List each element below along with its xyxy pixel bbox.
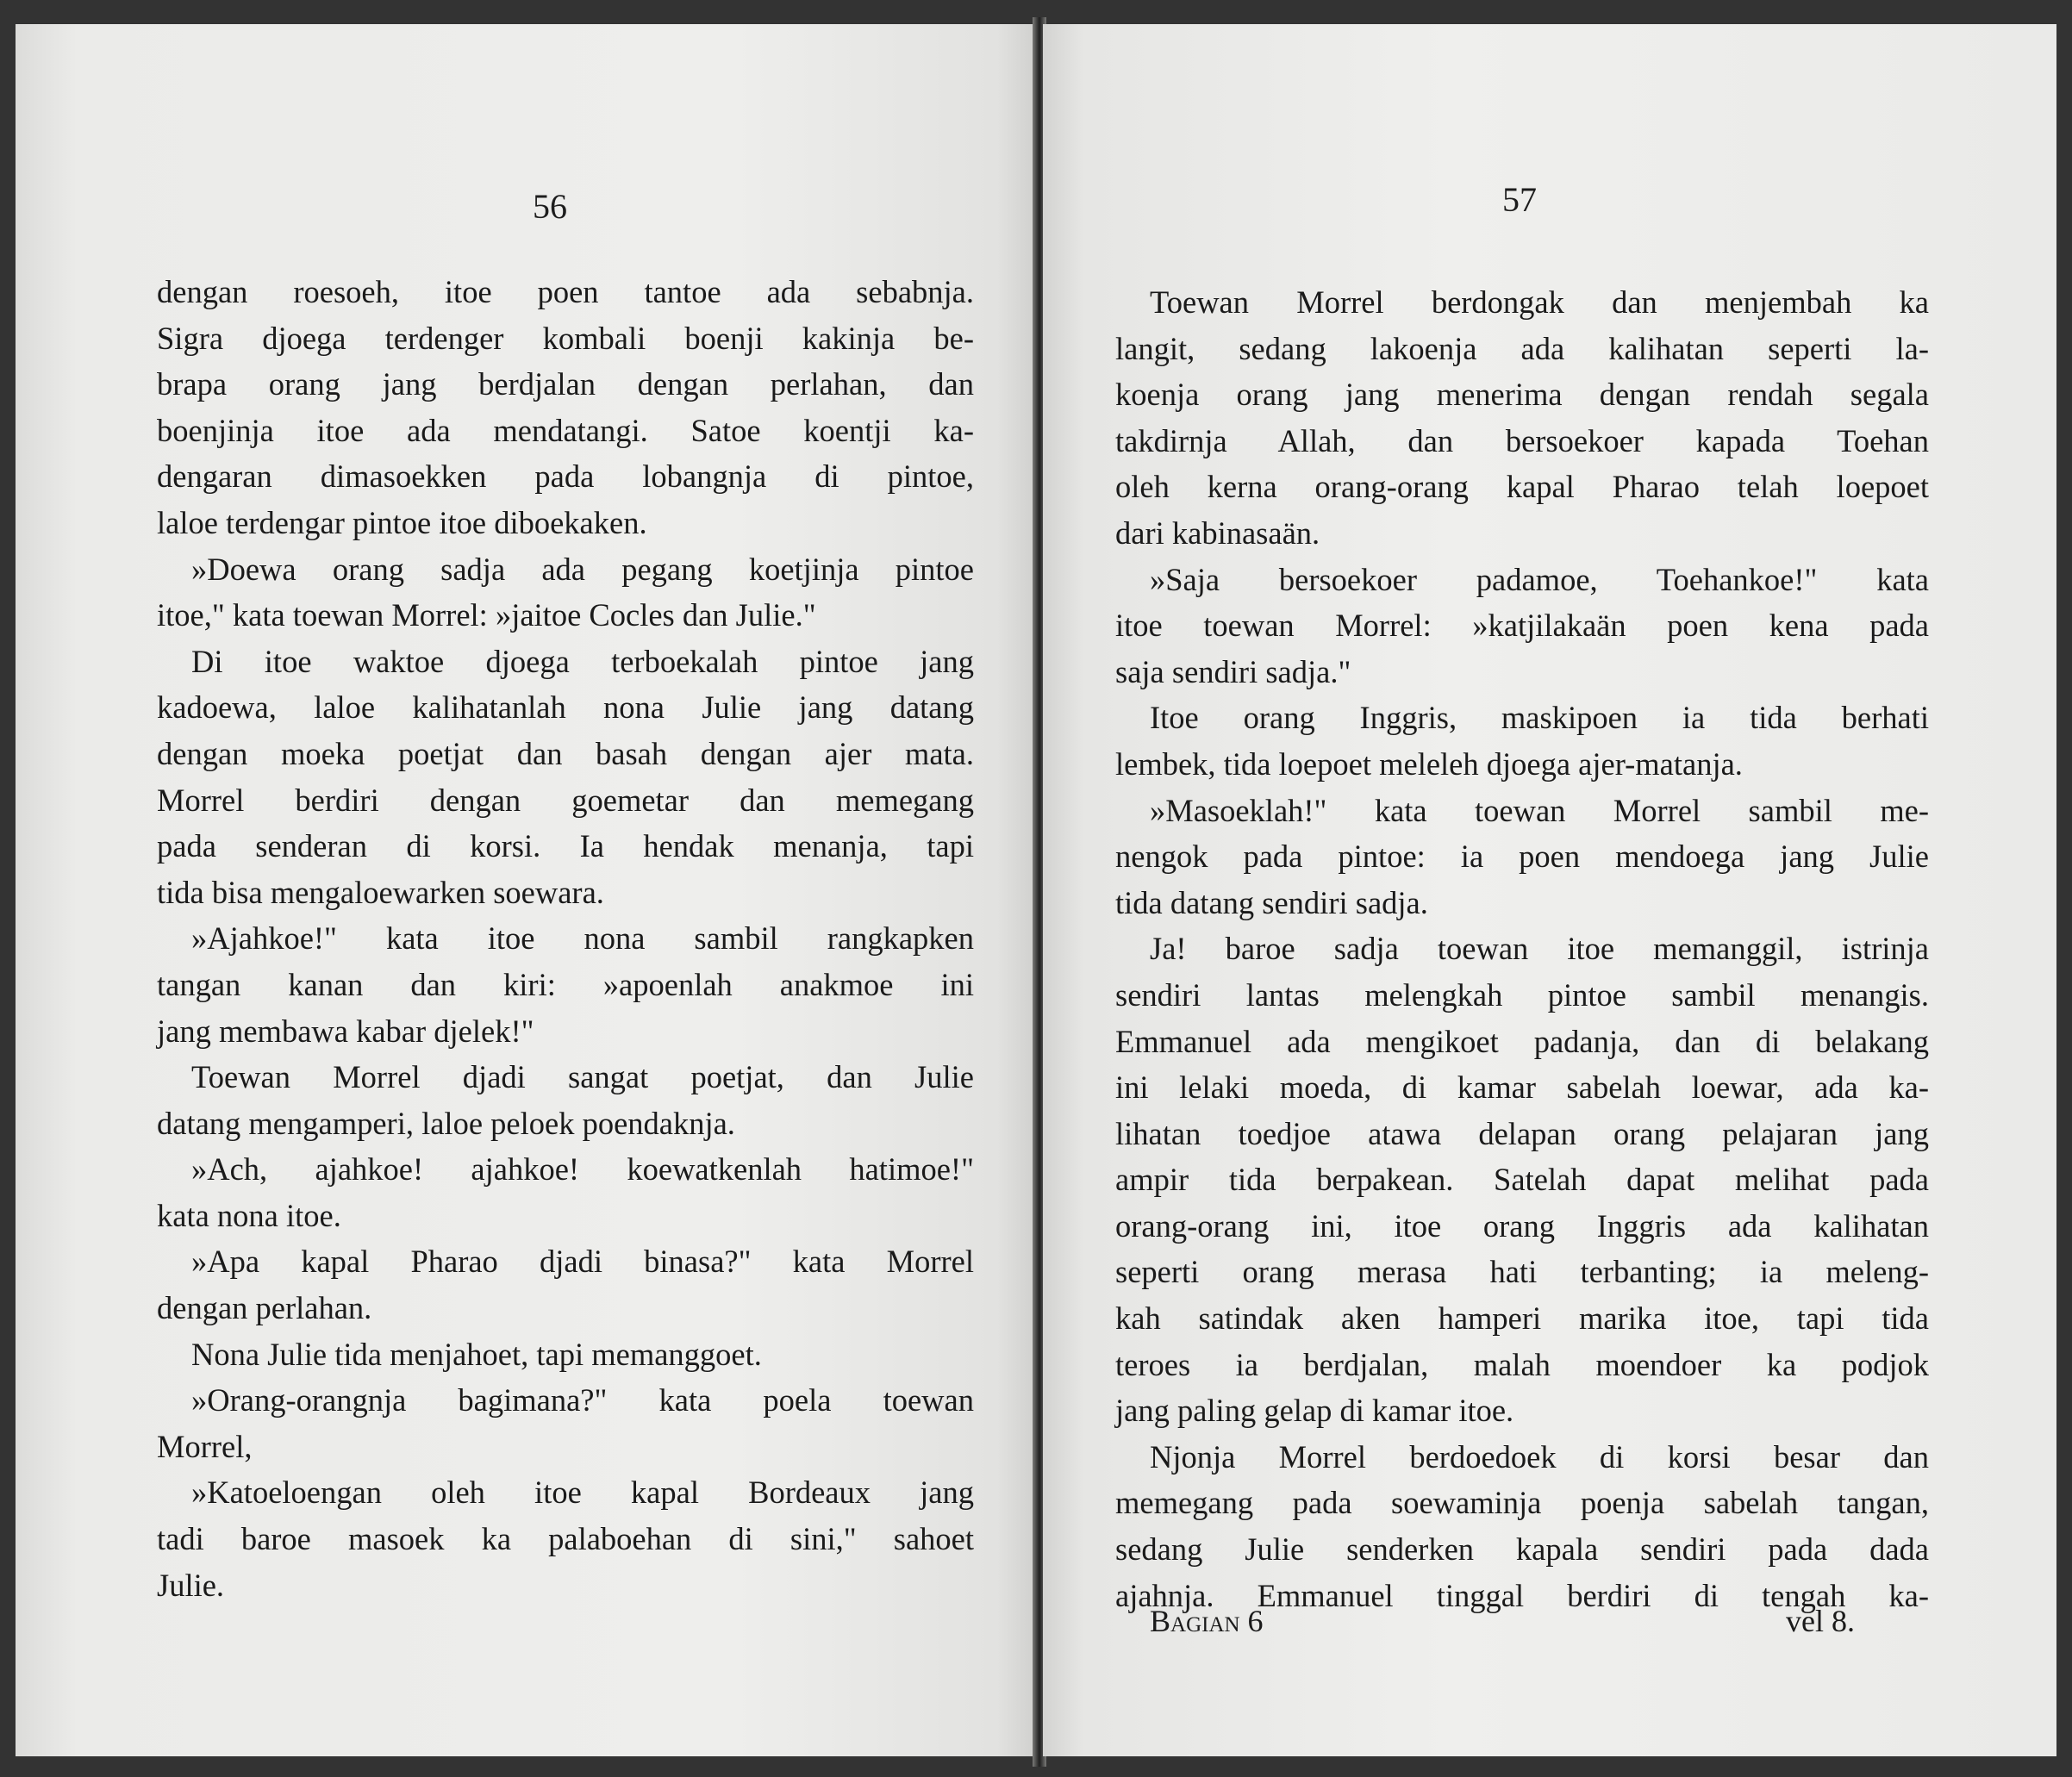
text-line: Emmanuel ada mengikoet padanja, dan di belakang	[1115, 1023, 1929, 1059]
text-line: lihatan toedjoe atawa delapan orang pelajaran jang	[1115, 1115, 1929, 1151]
text-line: brapa orang jang berdjalan dengan perlahan, dan	[157, 366, 974, 402]
text-line: dengan roesoeh, itoe poen tantoe ada sebabnja.	[157, 274, 974, 309]
text-line: kata nona itoe.	[157, 1197, 341, 1233]
text-line: tida bisa mengaloewarken soewara.	[157, 874, 604, 910]
left-page-text	[157, 269, 974, 1608]
text-line: teroes ia berdjalan, malah moendoer ka podjok	[1115, 1346, 1929, 1382]
text-line: langit, sedang lakoenja ada kalihatan seperti la-	[1115, 330, 1929, 366]
text-line: dari kabinasaän.	[1115, 514, 1320, 551]
text-line: Julie.	[157, 1567, 225, 1603]
text-line: takdirnja Allah, dan bersoekoer kapada Toehan	[1115, 422, 1929, 458]
text-line: memegang pada soewaminja poenja sabelah tangan,	[1115, 1485, 1929, 1521]
text-line: »Masoeklah!" kata toewan Morrel sambil me-	[1150, 792, 1929, 828]
text-line: ampir tida berpakean. Satelah dapat melihat pada	[1115, 1162, 1929, 1198]
text-line: Ja! baroe sadja toewan itoe memanggil, istrinja	[1150, 931, 1929, 967]
text-line: »Doewa orang sadja ada pegang koetjinja pintoe	[191, 551, 974, 587]
text-line: kah satindak aken hamperi marika itoe, tapi tida	[1115, 1300, 1929, 1337]
text-line: »Katoeloengan oleh itoe kapal Bordeaux jang	[191, 1475, 974, 1511]
right-page	[1043, 24, 2056, 1756]
text-line: Itoe orang Inggris, maskipoen ia tida berhati	[1150, 700, 1929, 736]
footer-volume: vel 8.	[1786, 1604, 1855, 1638]
text-line: sedang Julie senderken kapala sendiri pada dada	[1115, 1531, 1929, 1568]
text-line: »Ach, ajahkoe! ajahkoe! koewatkenlah hatimoe!"	[191, 1151, 974, 1188]
text-line: Morrel berdiri dengan goemetar dan memegang	[157, 782, 974, 818]
text-line: lembek, tida loepoet meleleh djoega ajer-matanja.	[1115, 745, 1743, 782]
text-line: boenjinja itoe ada mendatangi. Satoe koentji ka-	[157, 412, 974, 448]
text-line: laloe terdengar pintoe itoe diboekaken.	[157, 504, 647, 540]
text-line: jang membawa kabar djelek!"	[157, 1013, 534, 1049]
text-line: tida datang sendiri sadja.	[1115, 884, 1428, 920]
text-line: sendiri lantas melengkah pintoe sambil menangis.	[1115, 976, 1929, 1013]
right-page-number: 57	[1502, 180, 1537, 219]
text-line: ajahnja. Emmanuel tinggal berdiri di tengah ka-	[1115, 1577, 1929, 1613]
text-line: Di itoe waktoe djoega terboekalah pintoe jang	[191, 643, 974, 679]
text-line: »Apa kapal Pharao djadi binasa?" kata Morrel	[191, 1244, 974, 1280]
text-line: koenja orang jang menerima dengan rendah segala	[1115, 377, 1929, 413]
left-page-number: 56	[533, 187, 567, 226]
text-line: Nona Julie tida menjahoet, tapi memanggoet.	[191, 1336, 762, 1372]
text-line: dengan moeka poetjat dan basah dengan ajer mata.	[157, 735, 974, 771]
text-line: jang paling gelap di kamar itoe.	[1115, 1393, 1514, 1429]
text-line: »Saja bersoekoer padamoe, Toehankoe!" kata	[1150, 561, 1929, 597]
right-page-text	[1115, 279, 1929, 1618]
text-line: saja sendiri sadja."	[1115, 653, 1351, 689]
left-page	[16, 24, 1038, 1756]
text-line: oleh kerna orang-orang kapal Pharao telah loepoet	[1115, 469, 1929, 505]
text-line: itoe toewan Morrel: »katjilakaän poen kena pada	[1115, 608, 1929, 644]
text-line: kadoewa, laloe kalihatanlah nona Julie jang datang	[157, 689, 974, 726]
text-line: »Ajahkoe!" kata itoe nona sambil rangkapken	[191, 920, 974, 957]
text-line: Toewan Morrel djadi sangat poetjat, dan Julie	[191, 1059, 974, 1095]
text-line: »Orang-orangnja bagimana?" kata poela toewan	[191, 1382, 974, 1418]
text-line: orang-orang ini, itoe orang Inggris ada kalihatan	[1115, 1207, 1929, 1244]
text-line: pada senderan di korsi. Ia hendak menanja, tapi	[157, 828, 974, 864]
text-line: Njonja Morrel berdoedoek di korsi besar dan	[1150, 1438, 1929, 1475]
text-line: ini lelaki moeda, di kamar sabelah loewar, ada ka-	[1115, 1069, 1929, 1106]
text-line: tangan kanan dan kiri: »apoenlah anakmoe ini	[157, 966, 974, 1002]
text-line: dengaran dimasoekken pada lobangnja di pintoe,	[157, 458, 974, 495]
text-line: nengok pada pintoe: ia poen mendoega jang Julie	[1115, 839, 1929, 875]
text-line: itoe," kata toewan Morrel: »jaitoe Cocles dan Julie."	[157, 597, 816, 633]
text-line: datang mengamperi, laloe peloek poendaknja.	[157, 1105, 735, 1141]
text-line: seperti orang merasa hati terbanting; ia meleng-	[1115, 1254, 1929, 1290]
text-line: Sigra djoega terdenger kombali boenji kakinja be-	[157, 320, 974, 356]
text-line: Morrel,	[157, 1428, 253, 1464]
footer-signature: Bagian 6	[1150, 1604, 1264, 1638]
text-line: tadi baroe masoek ka palaboehan di sini," sahoet	[157, 1521, 974, 1557]
text-line: Toewan Morrel berdongak dan menjembah ka	[1150, 284, 1929, 320]
text-line: dengan perlahan.	[157, 1290, 372, 1326]
